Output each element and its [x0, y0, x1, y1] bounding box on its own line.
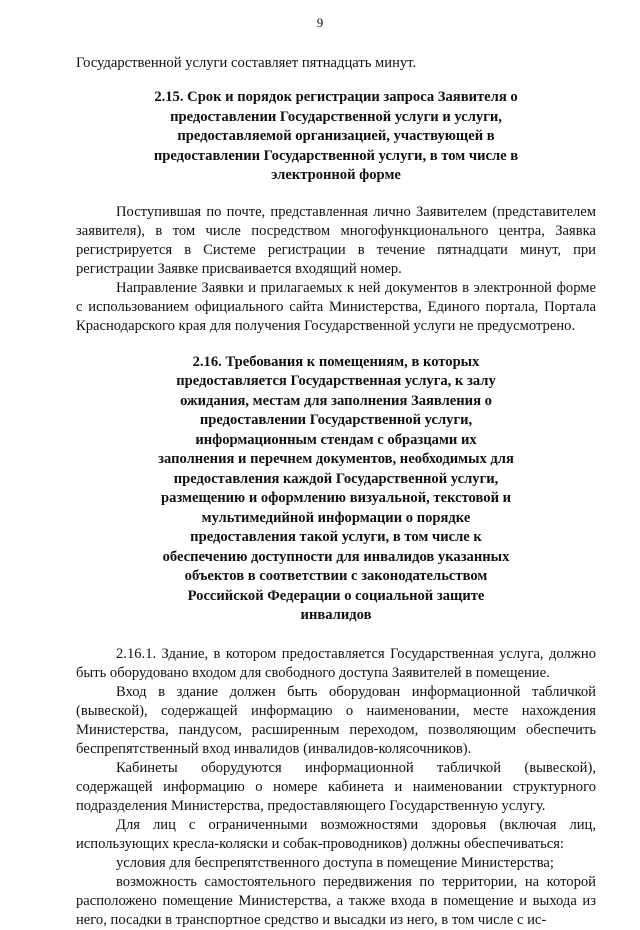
paragraph-disabilities: Для лиц с ограниченными возможностями здоровья (включая лиц, использующих кресла-коляски и собак-проводников) должны обеспечиваться: — [76, 816, 596, 852]
paragraph-2-16-1: 2.16.1. Здание, в котором предоставляется Государственная услуга, должно быть оборудовано входом для свободного доступа Заявителей в помещение. — [76, 645, 596, 681]
paragraph-offices: Кабинеты оборудуются информационной табличкой (вывеской), содержащей информацию о номере кабинета и наименовании структурного подразделения Министерства, предоставляющего Государственную услугу. — [76, 759, 596, 814]
page-number: 9 — [316, 15, 324, 30]
section-heading-2-15: 2.15. Срок и порядок регистрации запроса Заявителя о предоставлении Государственной услуги и услуги, предоставляемой организацией, участвующей в предоставлении Государственной услуги, в том числе в электронной форме — [153, 89, 519, 183]
paragraph-continuation: Государственной услуги составляет пятнадцать минут. — [76, 55, 417, 71]
paragraph-movement: возможность самостоятельного передвижения по территории, на которой расположено помещение Министерства, а также входа в помещение и выхода из него, посадки в транспортное средство и высадки из него, в том числе с ис- — [76, 873, 596, 928]
paragraph-access-conditions: условия для беспрепятственного доступа в помещение Министерства; — [116, 854, 554, 871]
paragraph-electronic-submission: Направление Заявки и прилагаемых к ней документов в электронной форме с использованием официального сайта Министерства, Единого портала, Портала Краснодарского края для получения Государственной услуги не предусмотрено. — [76, 279, 596, 334]
paragraph-registration: Поступившая по почте, представленная лично Заявителем (представителем заявителя), в том числе посредством многофункционального центра, Заявка регистрируется в Системе регистрации в течение пятнадцати минут, при регистрации Заявке присваивается входящий номер. — [76, 203, 596, 277]
document-body — [76, 54, 596, 930]
section-heading-2-16: 2.16. Требования к помещениям, в которых предоставляется Государственная услуга, к залу ожидания, местам для заполнения Заявления о предоставлении Государственной услуги, информационным стендам с образцами их заполнения и перечнем документов, необходимых для предоставления каждой Государственной услуги, размещению и оформлению визуальной, текстовой и мультимедийной информации о порядке предоставления такой услуги, в том числе к обеспечению доступности для инвалидов указанных объектов в соответствии с законодательством Российской Федерации о социальной защите инвалидов — [158, 353, 514, 623]
paragraph-entrance: Вход в здание должен быть оборудован информационной табличкой (вывеской), содержащей информацию о наименовании, месте нахождения Министерства, пандусом, расширенным переходом, позволяющим обеспечить беспрепятственный вход инвалидов (инвалидов-колясочников). — [76, 683, 596, 757]
